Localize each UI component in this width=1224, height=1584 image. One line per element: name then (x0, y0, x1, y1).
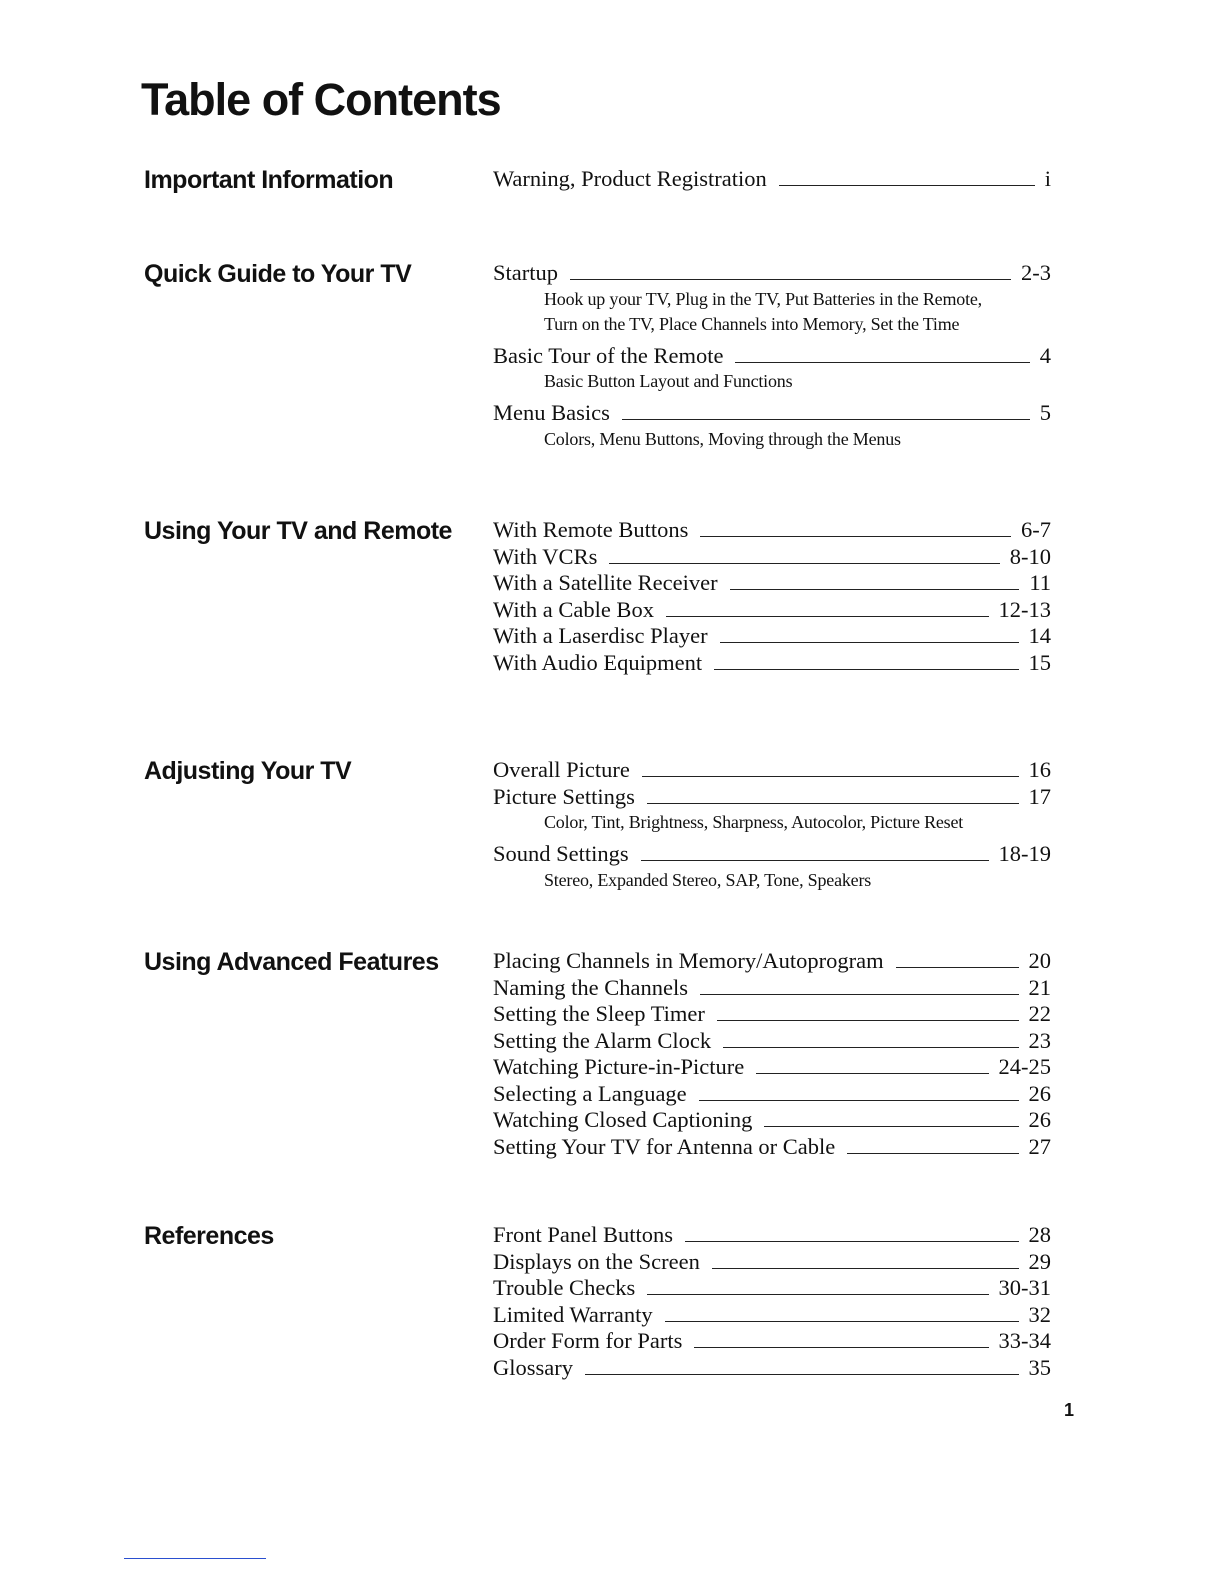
leader-line (622, 419, 1030, 420)
section-heading: Quick Guide to Your TV (144, 260, 412, 288)
leader-line (714, 669, 1018, 670)
toc-entry (493, 1275, 1051, 1302)
toc-entry-row (493, 1081, 1051, 1108)
toc-entry-row (493, 1355, 1051, 1382)
entry-page: 14 (1028, 623, 1051, 648)
toc-entry-row (493, 1054, 1051, 1081)
toc-entry-row (493, 1134, 1051, 1161)
leader-line (735, 362, 1029, 363)
entry-title: Startup (493, 260, 558, 285)
leader-line (720, 642, 1019, 643)
toc-entry-row (493, 1328, 1051, 1355)
toc-entry (493, 650, 1051, 677)
entry-detail-line: Colors, Menu Buttons, Moving through the Menus (544, 428, 901, 449)
entry-page: 35 (1028, 1354, 1051, 1380)
entry-title: Setting the Sleep Timer (493, 1001, 705, 1026)
toc-entry-row (493, 1107, 1051, 1134)
leader-line (666, 616, 989, 617)
leader-line (585, 1374, 1019, 1375)
entry-title: With a Cable Box (493, 596, 654, 622)
toc-entry-row (493, 1001, 1051, 1028)
entry-page: 33-34 (998, 1328, 1051, 1353)
toc-entry-row (493, 1249, 1051, 1276)
entry-page: 2-3 (1021, 260, 1051, 285)
entry-page: 15 (1028, 649, 1051, 675)
entry-title: Placing Channels in Memory/Autoprogram (493, 948, 884, 973)
entry-page: 4 (1039, 342, 1051, 368)
leader-line (609, 563, 999, 564)
toc-entry (493, 1222, 1051, 1249)
entry-title: Trouble Checks (493, 1275, 636, 1300)
section-entries (493, 948, 1051, 1160)
entry-title: With VCRs (493, 543, 598, 569)
entry-page: 22 (1028, 1001, 1051, 1026)
toc-entry (493, 166, 1051, 193)
entry-title: With Remote Buttons (493, 517, 689, 542)
entry-page: i (1044, 166, 1051, 191)
section-entries (493, 1222, 1051, 1381)
entry-page: 20 (1028, 948, 1051, 973)
toc-entry (493, 1134, 1051, 1161)
toc-entry (493, 757, 1051, 784)
toc-entry (493, 597, 1051, 624)
entry-page: 12-13 (998, 596, 1051, 622)
toc-entry-row (493, 650, 1051, 677)
toc-entry-row (493, 1275, 1051, 1302)
toc-entry-row (493, 784, 1051, 811)
section-entries (493, 517, 1051, 676)
leader-line (700, 536, 1011, 537)
leader-line (694, 1347, 988, 1348)
entry-detail-line: Basic Button Layout and Functions (544, 371, 793, 391)
entry-title: Watching Closed Captioning (493, 1107, 753, 1132)
section-entries (493, 166, 1051, 193)
entry-page: 6-7 (1021, 517, 1051, 542)
entry-title: Setting the Alarm Clock (493, 1027, 712, 1053)
entry-details (493, 427, 1051, 452)
entry-details (493, 369, 1051, 394)
section-heading: References (144, 1222, 274, 1250)
section-heading: Using Advanced Features (144, 948, 439, 976)
section-heading: Using Your TV and Remote (144, 517, 452, 545)
toc-entry (493, 1081, 1051, 1108)
toc-entry-row (493, 1028, 1051, 1055)
toc-entry (493, 1001, 1051, 1028)
toc-entry (493, 1028, 1051, 1055)
entry-page: 27 (1028, 1133, 1051, 1159)
page-number: 1 (1064, 1400, 1075, 1420)
entry-title: With Audio Equipment (493, 649, 703, 675)
toc-entry-row (493, 623, 1051, 650)
entry-page: 29 (1028, 1248, 1051, 1274)
entry-title: Warning, Product Registration (493, 166, 767, 191)
entry-page: 24-25 (998, 1054, 1051, 1079)
entry-title: Displays on the Screen (493, 1248, 700, 1274)
leader-line (723, 1047, 1018, 1048)
entry-page: 30-31 (998, 1275, 1051, 1300)
leader-line (647, 803, 1019, 804)
leader-line (647, 1294, 988, 1295)
entry-title: Selecting a Language (493, 1080, 687, 1106)
leader-line (700, 994, 1019, 995)
entry-detail-line: Stereo, Expanded Stereo, SAP, Tone, Speakers (544, 869, 872, 890)
entry-title: Watching Picture-in-Picture (493, 1054, 745, 1079)
toc-entry-row (493, 260, 1051, 287)
page-title: Table of Contents (141, 74, 501, 125)
toc-entry (493, 570, 1051, 597)
toc-entry (493, 784, 1051, 836)
entry-page: 21 (1028, 974, 1051, 1000)
section-heading: Important Information (144, 166, 394, 194)
toc-entry-row (493, 570, 1051, 597)
entry-detail-line: Color, Tint, Brightness, Sharpness, Autocolor, Picture Reset (544, 812, 964, 832)
toc-entry (493, 975, 1051, 1002)
toc-entry-row (493, 1302, 1051, 1329)
toc-entry-row (493, 400, 1051, 427)
leader-line (641, 860, 989, 861)
entry-title: Naming the Channels (493, 974, 688, 1000)
toc-entry-row (493, 517, 1051, 544)
toc-entry (493, 400, 1051, 452)
toc-entry (493, 1355, 1051, 1382)
toc-entry (493, 1054, 1051, 1081)
toc-entry-row (493, 841, 1051, 868)
entry-detail-line: Hook up your TV, Plug in the TV, Put Batteries in the Remote, (544, 288, 982, 309)
entry-details (493, 868, 1051, 893)
leader-line (779, 185, 1035, 186)
entry-title: Sound Settings (493, 841, 629, 866)
leader-line (847, 1153, 1018, 1154)
leader-line (756, 1073, 988, 1074)
entry-details (493, 287, 1051, 337)
leader-line (896, 967, 1019, 968)
entry-title: Glossary (493, 1354, 573, 1380)
toc-entry (493, 1249, 1051, 1276)
entry-page: 17 (1028, 783, 1051, 809)
toc-entry (493, 623, 1051, 650)
leader-line (570, 279, 1011, 280)
toc-entry (493, 260, 1051, 337)
entry-title: Front Panel Buttons (493, 1222, 674, 1247)
entry-page: 18-19 (998, 841, 1051, 866)
toc-entry-row (493, 975, 1051, 1002)
entry-page: 32 (1028, 1301, 1051, 1327)
entry-page: 16 (1028, 757, 1051, 782)
entry-title: With a Laserdisc Player (493, 623, 708, 648)
entry-page: 8-10 (1009, 543, 1051, 569)
entry-title: Overall Picture (493, 757, 630, 782)
toc-entry (493, 841, 1051, 893)
toc-entry-row (493, 544, 1051, 571)
section-entries (493, 757, 1051, 899)
entry-title: Menu Basics (493, 400, 610, 425)
leader-line (717, 1020, 1019, 1021)
entry-page: 28 (1028, 1222, 1051, 1247)
entry-title: Setting Your TV for Antenna or Cable (493, 1133, 836, 1159)
toc-entry (493, 948, 1051, 975)
section-heading: Adjusting Your TV (144, 757, 352, 785)
toc-entry (493, 343, 1051, 395)
toc-entry-row (493, 166, 1051, 193)
entry-title: With a Satellite Receiver (493, 570, 718, 595)
leader-line (642, 776, 1019, 777)
leader-line (764, 1126, 1018, 1127)
leader-line (685, 1241, 1018, 1242)
entry-page: 5 (1039, 400, 1051, 425)
entry-page: 26 (1028, 1107, 1051, 1132)
toc-entry-row (493, 597, 1051, 624)
toc-entry-row (493, 343, 1051, 370)
toc-entry-row (493, 1222, 1051, 1249)
entry-title: Order Form for Parts (493, 1328, 683, 1353)
entry-title: Picture Settings (493, 783, 635, 809)
entry-title: Limited Warranty (493, 1301, 653, 1327)
footer-rule (124, 1558, 266, 1559)
toc-entry (493, 1302, 1051, 1329)
entry-page: 11 (1029, 570, 1051, 595)
leader-line (665, 1321, 1019, 1322)
entry-details (493, 810, 1051, 835)
leader-line (699, 1100, 1019, 1101)
entry-page: 23 (1028, 1027, 1051, 1053)
entry-detail-line: Turn on the TV, Place Channels into Memory, Set the Time (544, 313, 960, 334)
entry-title: Basic Tour of the Remote (493, 342, 724, 368)
toc-entry-row (493, 757, 1051, 784)
toc-entry (493, 1328, 1051, 1355)
leader-line (712, 1268, 1019, 1269)
section-entries (493, 260, 1051, 458)
entry-page: 26 (1028, 1080, 1051, 1106)
toc-entry (493, 517, 1051, 544)
toc-entry (493, 544, 1051, 571)
leader-line (730, 589, 1020, 590)
toc-entry (493, 1107, 1051, 1134)
toc-entry-row (493, 948, 1051, 975)
